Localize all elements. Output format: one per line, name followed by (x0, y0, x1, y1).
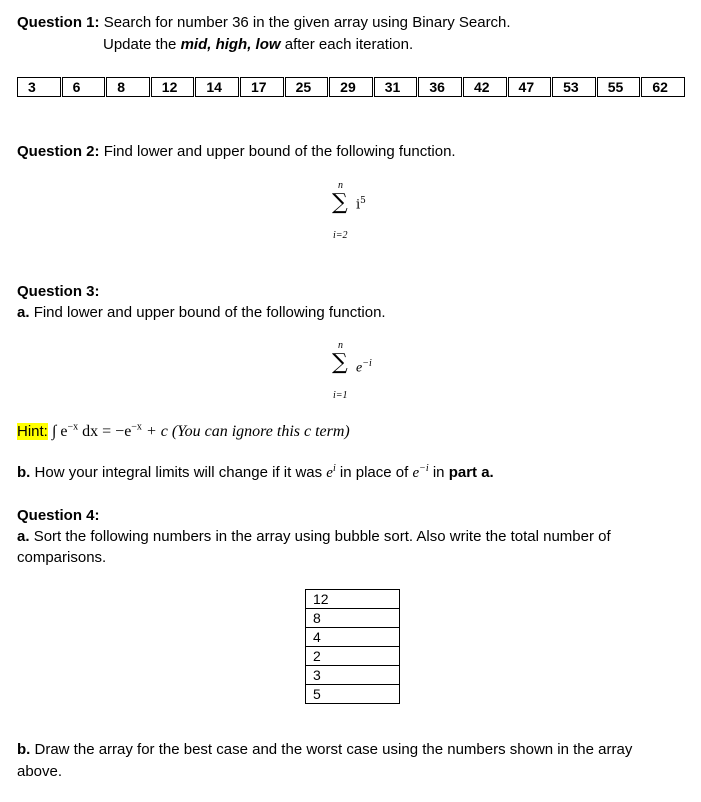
q1-line2-prefix: Update the (103, 36, 181, 53)
q4b-line1 (17, 741, 632, 758)
q3-sum-upper: n (338, 340, 343, 351)
q1-line2-bold: mid, high, low (180, 36, 281, 53)
q3-sum-term: e (356, 360, 363, 376)
array-cell: 8 (306, 609, 400, 628)
hint-integral: ∫ e (52, 423, 68, 441)
array-cell: 47 (508, 77, 552, 97)
q1-line2-suffix: after each iteration. (280, 36, 414, 53)
array-cell: 2 (306, 647, 400, 666)
array-cell: 53 (552, 77, 596, 97)
q3b-e1 (326, 465, 335, 481)
q4a-text1: Sort the following numbers in the array using bubble sort. Also write the total number of (33, 528, 611, 545)
hint-formula (52, 423, 350, 440)
q1-line2 (103, 36, 413, 53)
q4a-label: a. (17, 528, 30, 545)
hint-tail: + c (You can ignore this c term) (141, 423, 350, 441)
array-cell: 31 (374, 77, 418, 97)
q3b-e1-base: e (326, 465, 333, 481)
q3b-e1-exp: i (332, 463, 336, 474)
q4b-label: b. (17, 741, 31, 758)
q2-text: Find lower and upper bound of the following function. (103, 143, 456, 160)
q3b-text2: in place of (335, 464, 413, 481)
array-cell: 12 (306, 590, 400, 609)
q2-sum-exp: 5 (360, 196, 366, 206)
array-cell: 17 (240, 77, 284, 97)
sigma-symbol: ∑ (332, 190, 348, 215)
q3b-line (17, 463, 494, 482)
q4b-text2: above. (17, 763, 63, 780)
q1-line1 (17, 14, 511, 31)
q4-label-line (17, 507, 100, 524)
q2-sum-term-wrap (356, 196, 366, 212)
q3b-part-a: part a. (448, 464, 494, 481)
array-cell: 14 (195, 77, 239, 97)
q3a-text: Find lower and upper bound of the following function. (33, 304, 386, 321)
array-cell: 62 (641, 77, 685, 97)
q3b-text1: How your integral limits will change if it was (34, 464, 327, 481)
array-cell: 3 (306, 666, 400, 685)
q1-label: Question 1: (17, 14, 100, 31)
q3a-line (17, 304, 386, 321)
array-cell: 42 (463, 77, 507, 97)
q4b-line2 (17, 763, 62, 780)
q3-hint-line (17, 422, 350, 441)
q3-sum-lower: i=1 (333, 390, 348, 401)
q3-label-line (17, 283, 100, 300)
q3a-label: a. (17, 304, 30, 321)
q3-sum-term-wrap (356, 358, 372, 377)
array-cell: 25 (285, 77, 329, 97)
q3-summation (330, 340, 400, 400)
array-cell: 12 (151, 77, 195, 97)
hint-label: Hint: (17, 423, 48, 441)
hint-exp2: −x (131, 422, 142, 433)
q3b-e2-exp: −i (419, 463, 429, 474)
q3-label: Question 3: (17, 283, 100, 300)
array-cell: 6 (62, 77, 106, 97)
q2-sum-upper: n (338, 180, 343, 191)
array-cell: 8 (106, 77, 150, 97)
array-cell: 3 (17, 77, 61, 97)
q3b-e2 (412, 465, 428, 481)
array-cell: 36 (418, 77, 462, 97)
array-cell: 5 (306, 685, 400, 704)
binary-search-array (17, 77, 685, 97)
q2-label: Question 2: (17, 143, 100, 160)
q2-sum-lower: i=2 (333, 230, 348, 241)
q1-text: Search for number 36 in the given array using Binary Search. (103, 14, 511, 31)
q2-summation (330, 180, 390, 240)
hint-exp1: −x (67, 422, 79, 433)
array-cell: 4 (306, 628, 400, 647)
q3b-text3: in (428, 464, 449, 481)
q4a-line2 (17, 549, 106, 566)
array-cell: 29 (329, 77, 373, 97)
q4-label: Question 4: (17, 507, 100, 524)
q2-sum-term: i (356, 197, 361, 213)
sigma-symbol: ∑ (332, 350, 348, 375)
q4a-text2: comparisons. (17, 549, 107, 566)
q3b-e2-base: e (412, 465, 420, 481)
q3-sum-exp: −i (362, 358, 372, 369)
q2-line (17, 143, 456, 160)
hint-dx: dx = −e (78, 423, 132, 441)
bubble-sort-array (305, 589, 400, 704)
array-cell: 55 (597, 77, 641, 97)
q3b-label: b. (17, 464, 31, 481)
q4b-text1: Draw the array for the best case and the worst case using the numbers shown in the array (34, 741, 633, 758)
q4a-line1 (17, 528, 611, 545)
